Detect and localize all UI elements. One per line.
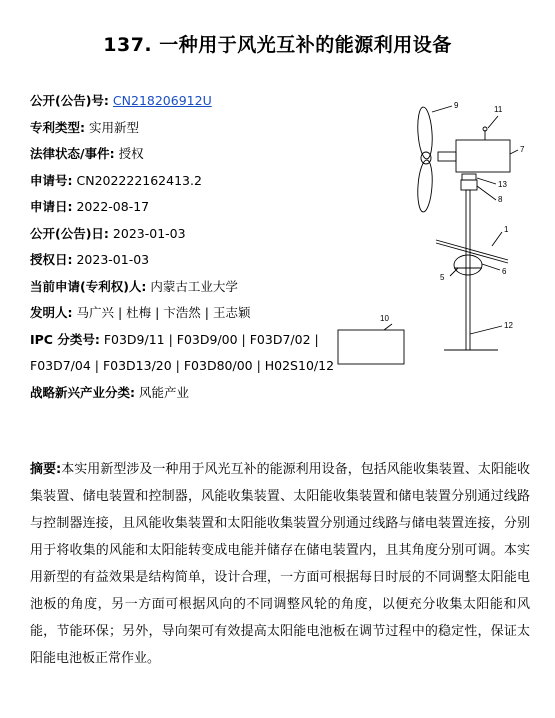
legal-status-value: 授权 (118, 146, 144, 161)
ipc-label: IPC 分类号: (30, 331, 100, 347)
app-date-value: 2022-08-17 (76, 199, 150, 214)
pub-no-label: 公开(公告)号: (30, 93, 109, 108)
drawing-label-10: 10 (380, 314, 389, 323)
pub-date-value: 2023-01-03 (112, 225, 186, 241)
app-date-label: 申请日: (30, 199, 73, 214)
patent-type-label: 专利类型: (30, 119, 85, 135)
industry-label: 战略新兴产业分类: (30, 384, 135, 400)
pub-date-label: 公开(公告)日: (30, 225, 109, 241)
inventors-value: 马广兴 | 杜梅 | 卞浩然 | 王志颖 (76, 305, 251, 320)
pub-date-row (30, 221, 330, 248)
app-date-row (30, 194, 330, 221)
component-box-10 (338, 330, 404, 364)
patent-type-value: 实用新型 (88, 119, 139, 135)
pub-no-link[interactable]: CN218206912U (112, 93, 212, 108)
applicant-value: 内蒙古工业大学 (150, 278, 238, 294)
drawing-label-8: 8 (498, 195, 503, 204)
inventors-label: 发明人: (30, 305, 73, 320)
applicant-row (30, 274, 330, 301)
joint-8 (461, 180, 477, 190)
patent-metadata (30, 88, 335, 406)
legal-status-row (30, 141, 330, 168)
blade-lower (416, 160, 434, 213)
drawing-label-1: 1 (504, 225, 509, 234)
industry-value: 风能产业 (138, 384, 189, 400)
pole-shape (466, 190, 470, 350)
bearing-shape (454, 255, 482, 275)
ipc-value-line1: F03D9/11 | F03D9/00 | F03D7/02 | (103, 331, 319, 347)
ipc-row-continued (30, 353, 335, 380)
drawing-label-12: 12 (504, 321, 513, 330)
app-no-value: CN202222162413.2 (76, 172, 202, 188)
drawing-label-6: 6 (502, 267, 507, 276)
abstract-label: 摘要: (30, 462, 62, 477)
app-no-row (30, 168, 330, 195)
grant-date-value: 2023-01-03 (76, 252, 150, 267)
legal-status-label: 法律状态/事件: (30, 146, 115, 161)
drawing-label-11: 11 (494, 105, 503, 114)
pub-no-row (30, 88, 330, 115)
hub-shape (438, 152, 456, 161)
applicant-label: 当前申请(专利权)人: (30, 278, 147, 294)
drawing-label-5: 5 (440, 273, 445, 282)
ipc-row (30, 327, 330, 354)
industry-row (30, 380, 330, 407)
document-title: 137. 一种用于风光互补的能源利用设备 (103, 34, 452, 56)
blade-upper (416, 107, 434, 160)
drawing-label-13: 13 (498, 180, 507, 189)
patent-drawing (332, 98, 538, 368)
grant-date-row (30, 247, 330, 274)
joint-13 (462, 174, 476, 180)
abstract-text: 本实用新型涉及一种用于风光互补的能源利用设备，包括风能收集装置、太阳能收集装置、储电装置和控制器，风能收集装置、太阳能收集装置和储电装置分别通过线路与控制器连接，且风能收集装置和太阳能收集装置分别通过线路与储电装置连接，分别用于将收集的风能和太阳能转变成电能并储存在储电装置内，且其角度分别可调。本实用新型的有益效果是结构简单，设计合理，一方面可根据每日时辰的不同调整太阳能电池板的角度，另一方面可根据风向的不同调整风轮的角度，以便充分收集太阳能和风能，节能环保；另外，导向架可有效提高太阳能电池板在调节过程中的稳定性，保证太阳能电池板正常作业。 (30, 462, 530, 666)
drawing-label-7: 7 (520, 145, 525, 154)
abstract-section (30, 456, 530, 672)
solar-panel-line (436, 240, 508, 260)
inventors-row (30, 300, 330, 327)
app-no-label: 申请号: (30, 172, 73, 188)
nacelle-box (456, 140, 510, 172)
ipc-value-line2: F03D7/04 | F03D13/20 | F03D80/00 | H02S10/12 (30, 358, 335, 373)
drawing-label-9: 9 (454, 101, 459, 110)
patent-type-row (30, 115, 330, 142)
grant-date-label: 授权日: (30, 252, 73, 267)
